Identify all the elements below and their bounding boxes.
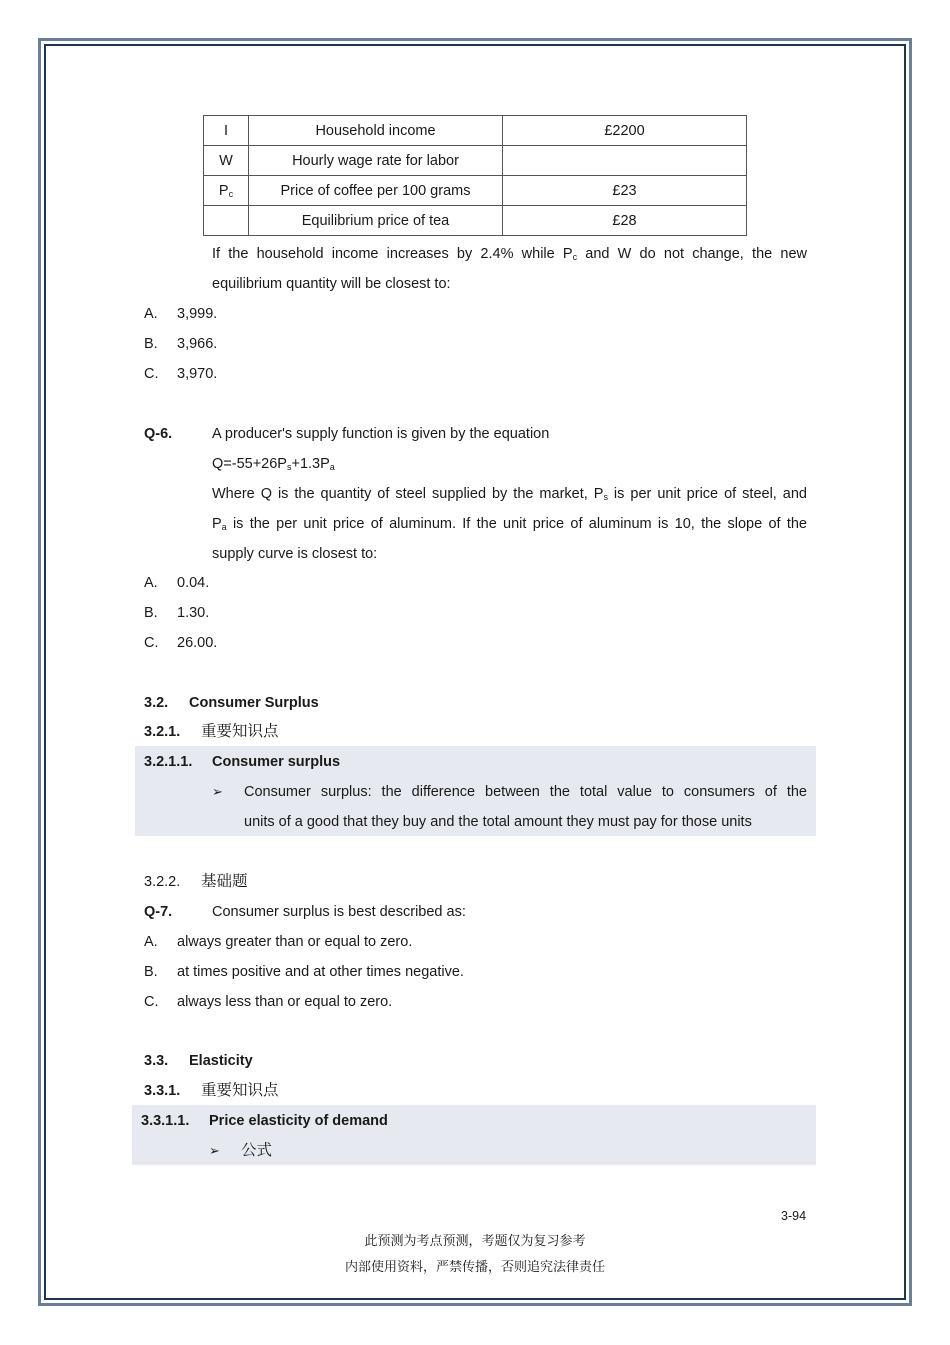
q7-stem: Consumer surplus is best described as: (212, 904, 466, 920)
q5-stem-line2: equilibrium quantity will be closest to: (212, 276, 451, 292)
section-3-2-1-1-title: Consumer surplus (212, 754, 341, 770)
section-3-2-1-1-number: 3.2.1.1. (144, 754, 193, 770)
q6-equation: $Q=-55+26P_s+1.3P_a$ (212, 456, 335, 472)
table-row (204, 116, 747, 146)
variables-table (203, 115, 747, 236)
q5-option-c-text: 3,970. (177, 366, 218, 382)
q7-option-a-text: always greater than or equal to zero. (177, 934, 413, 950)
section-3-3-1-1-number: 3.3.1.1. (141, 1113, 190, 1129)
q5-stem-line1: If the household income increases by 2.4% while $P_c$ and W do not change, the new (212, 246, 807, 262)
footer-disclaimer-line1: 此预测为考点预测，考题仅为复习参考 (364, 1233, 586, 1248)
symbol-cell: W (204, 146, 249, 176)
q6-stem-line1: A producer's supply function is given by the equation (212, 426, 550, 442)
section-3-2-title: Consumer Surplus (189, 695, 319, 711)
page-number: 3-94 (781, 1209, 807, 1223)
symbol-cell (204, 206, 249, 236)
q6-option-a-text: 0.04. (177, 575, 210, 591)
q6-option-c-text: 26.00. (177, 635, 218, 651)
q5-option-b-text: 3,966. (177, 336, 218, 352)
q6-stem-line3: Where Q is the quantity of steel supplied by the market, $P_s$ is per unit price of steel, and (212, 486, 807, 502)
q7-option-b-letter: B. (144, 964, 158, 980)
section-3-2-1-number: 3.2.1. (144, 724, 181, 740)
footer-disclaimer-line2: 内部使用资料，严禁传播，否则追究法律责任 (344, 1259, 605, 1274)
consumer-surplus-definition-line1: Consumer surplus: the difference between the total value to consumers of the (244, 784, 807, 800)
q7-option-a-letter: A. (144, 934, 158, 950)
q6-option-b-letter: B. (144, 605, 158, 621)
formula-label: 公式 (241, 1142, 273, 1159)
section-3-3-1-1-title: Price elasticity of demand (209, 1113, 388, 1129)
value-cell: £2200 (503, 116, 747, 146)
value-cell: £28 (503, 206, 747, 236)
q7-option-b-text: at times positive and at other times negative. (177, 964, 464, 980)
description-cell: Equilibrium price of tea (249, 206, 503, 236)
symbol-cell: $P_c$ (204, 176, 249, 206)
table-row (204, 146, 747, 176)
description-cell: Price of coffee per 100 grams (249, 176, 503, 206)
q7-option-c-letter: C. (144, 994, 159, 1010)
q6-option-c-letter: C. (144, 635, 159, 651)
section-3-2-number: 3.2. (144, 695, 169, 711)
section-3-2-2-title: 基础题 (201, 873, 248, 890)
description-cell: Hourly wage rate for labor (249, 146, 503, 176)
symbol-cell: I (204, 116, 249, 146)
section-3-3-title: Elasticity (189, 1053, 253, 1069)
q5-option-a-text: 3,999. (177, 306, 218, 322)
bullet-arrow-icon: ➢ (212, 784, 223, 799)
q7-number: Q-7. (144, 904, 173, 920)
value-cell: £23 (503, 176, 747, 206)
section-3-3-number: 3.3. (144, 1053, 169, 1069)
q5-option-c-letter: C. (144, 366, 159, 382)
q6-option-b-text: 1.30. (177, 605, 210, 621)
section-3-3-1-number: 3.3.1. (144, 1083, 181, 1099)
q6-stem-line5: supply curve is closest to: (212, 546, 378, 562)
q5-option-a-letter: A. (144, 306, 158, 322)
section-3-3-1-title: 重要知识点 (201, 1082, 279, 1099)
q6-option-a-letter: A. (144, 575, 158, 591)
consumer-surplus-definition-line2: units of a good that they buy and the total amount they must pay for those units (244, 814, 752, 830)
table-row (204, 176, 747, 206)
q6-number: Q-6. (144, 426, 173, 442)
value-cell (503, 146, 747, 176)
bullet-arrow-icon: ➢ (209, 1143, 220, 1158)
section-3-2-2-number: 3.2.2. (144, 874, 181, 890)
q6-stem-line4: $P_a$ is the per unit price of aluminum. If the unit price of aluminum is 10, the slope of the (212, 516, 807, 532)
q5-option-b-letter: B. (144, 336, 158, 352)
table-row (204, 206, 747, 236)
description-cell: Household income (249, 116, 503, 146)
section-3-2-1-title: 重要知识点 (201, 723, 279, 740)
q7-option-c-text: always less than or equal to zero. (177, 994, 393, 1010)
